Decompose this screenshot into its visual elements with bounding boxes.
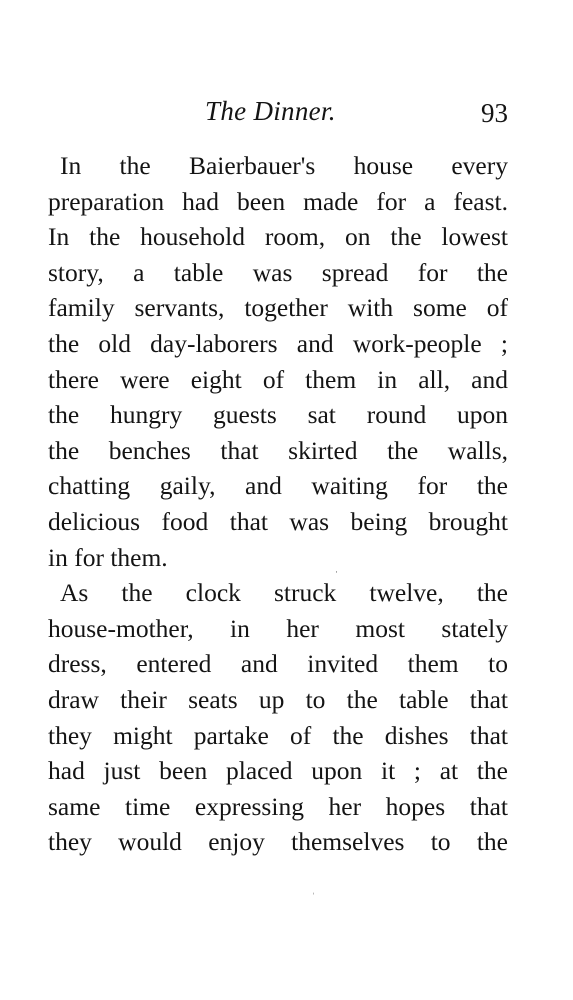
text-line: same time expressing her hopes that: [48, 791, 508, 821]
text-line: family servants, together with some of: [48, 293, 508, 323]
text-line: they might partake of the dishes that: [48, 720, 508, 750]
text-line: in for them.: [48, 542, 168, 572]
print-speck: ·: [335, 567, 338, 577]
running-title: The Dinner.: [205, 96, 336, 126]
text-line: house-mother, in her most stately: [48, 613, 508, 643]
text-line: In the Baierbauer's house every: [60, 151, 508, 180]
text-line: dress, entered and invited them to: [48, 649, 508, 679]
page-number: 93: [481, 98, 508, 128]
text-line: story, a table was spread for the: [48, 257, 508, 287]
text-line: the old day-laborers and work-people ;: [48, 328, 508, 358]
text-line: chatting gaily, and waiting for the: [48, 471, 508, 501]
text-line: there were eight of them in all, and: [48, 364, 508, 394]
text-line: delicious food that was being brought: [48, 506, 508, 536]
body-text: [48, 148, 508, 860]
text-line: had just been placed upon it ; at the: [48, 756, 508, 786]
print-speck: ˒: [312, 887, 315, 897]
text-line: draw their seats up to the table that: [48, 684, 508, 714]
text-line: the benches that skirted the walls,: [48, 435, 508, 465]
text-line: they would enjoy themselves to the: [48, 827, 508, 857]
text-line: In the household room, on the lowest: [48, 222, 508, 252]
text-line: the hungry guests sat round upon: [48, 400, 508, 430]
text-line: preparation had been made for a feast.: [48, 186, 508, 216]
page-header: [48, 96, 508, 136]
text-line: As the clock struck twelve, the: [60, 578, 508, 608]
